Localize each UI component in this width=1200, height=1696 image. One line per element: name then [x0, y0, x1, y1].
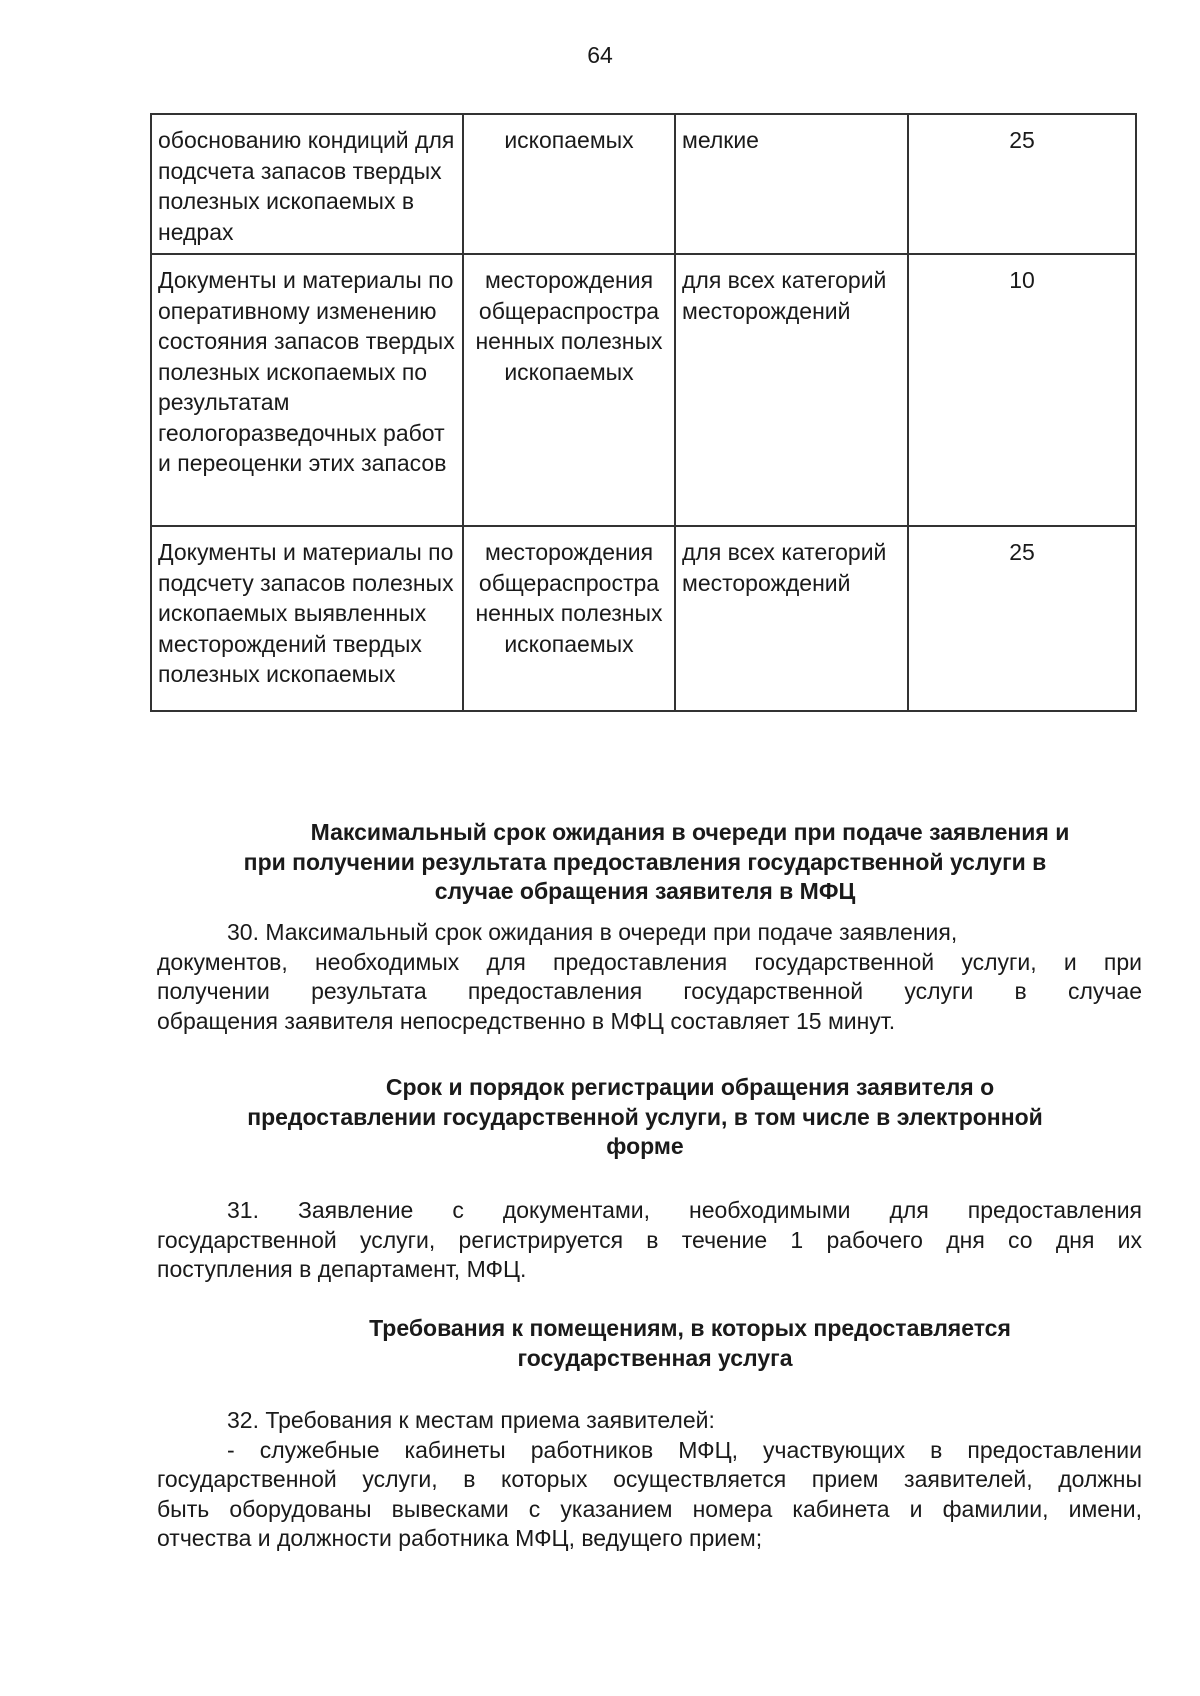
- paragraph-line: - служебные кабинеты работников МФЦ, участвующих в предоставлении: [227, 1436, 1142, 1463]
- paragraph-line: государственной услуги, в которых осуществляется прием заявителей, должны: [157, 1466, 1142, 1492]
- paragraph-line: 32. Требования к местам приема заявителей:: [227, 1407, 715, 1433]
- table-cell-document-type: Документы и материалы по оперативному изменению состояния запасов твердых полезных ископаемых по результатам геологоразведочных работ и переоценки этих запасов: [151, 254, 463, 526]
- table-cell-category: мелкие: [675, 114, 908, 254]
- table-row: [151, 254, 1136, 526]
- table-cell-category: для всех категорий месторождений: [675, 526, 908, 711]
- paragraph-line: поступления в департамент, МФЦ.: [157, 1256, 527, 1282]
- table-cell-deposit-type: месторождения общераспростра ненных полезных ископаемых: [463, 254, 675, 526]
- heading-line: предоставлении государственной услуги, в том числе в электронной: [247, 1103, 1043, 1130]
- table-cell-document-type: Документы и материалы по подсчету запасов полезных ископаемых выявленных месторождений твердых полезных ископаемых: [151, 526, 463, 711]
- heading-line: Требования к помещениям, в которых предоставляется: [369, 1315, 1011, 1341]
- paragraph-line: 31. Заявление с документами, необходимыми для предоставления: [227, 1197, 1142, 1223]
- section-heading-premises: [150, 1314, 1140, 1373]
- paragraph-line: отчества и должности работника МФЦ, ведущего прием;: [157, 1525, 763, 1551]
- heading-line: случае обращения заявителя в МФЦ: [434, 878, 856, 904]
- paragraph-31: [157, 1196, 1142, 1285]
- heading-line: Максимальный срок ожидания в очереди при подаче заявления и: [310, 819, 1070, 845]
- paragraph-30: [157, 918, 1142, 1036]
- heading-line: форме: [606, 1133, 684, 1159]
- paragraph-line: государственной услуги, регистрируется в течение 1 рабочего дня со дня их: [157, 1226, 1142, 1253]
- regulation-table: [150, 113, 1137, 712]
- table-row: [151, 114, 1136, 254]
- paragraph-32: [157, 1406, 1142, 1554]
- heading-line: Срок и порядок регистрации обращения заявителя о: [385, 1074, 995, 1100]
- paragraph-line: получении результата предоставления государственной услуги в случае: [157, 978, 1142, 1004]
- table-cell-value: 25: [908, 526, 1136, 711]
- paragraph-line: быть оборудованы вывесками с указанием номера кабинета и фамилии, имени,: [157, 1495, 1142, 1522]
- paragraph-line: 30. Максимальный срок ожидания в очереди при подаче заявления,: [227, 919, 958, 945]
- table-row: [151, 526, 1136, 711]
- table-cell-value: 10: [908, 254, 1136, 526]
- table-cell-deposit-type: месторождения общераспростра ненных полезных ископаемых: [463, 526, 675, 711]
- heading-line: государственная услуга: [517, 1344, 793, 1371]
- table-cell-deposit-type: ископаемых: [463, 114, 675, 254]
- table-cell-document-type: обоснованию кондиций для подсчета запасов твердых полезных ископаемых в недрах: [151, 114, 463, 254]
- page-number: 64: [587, 42, 613, 68]
- table-cell-value: 25: [908, 114, 1136, 254]
- section-heading-registration: [150, 1073, 1140, 1162]
- heading-line: при получении результата предоставления государственной услуги в: [243, 848, 1047, 875]
- paragraph-line: обращения заявителя непосредственно в МФЦ составляет 15 минут.: [157, 1007, 896, 1034]
- table-cell-category: для всех категорий месторождений: [675, 254, 908, 526]
- paragraph-line: документов, необходимых для предоставления государственной услуги, и при: [157, 948, 1142, 975]
- section-heading-max-wait: [150, 818, 1140, 907]
